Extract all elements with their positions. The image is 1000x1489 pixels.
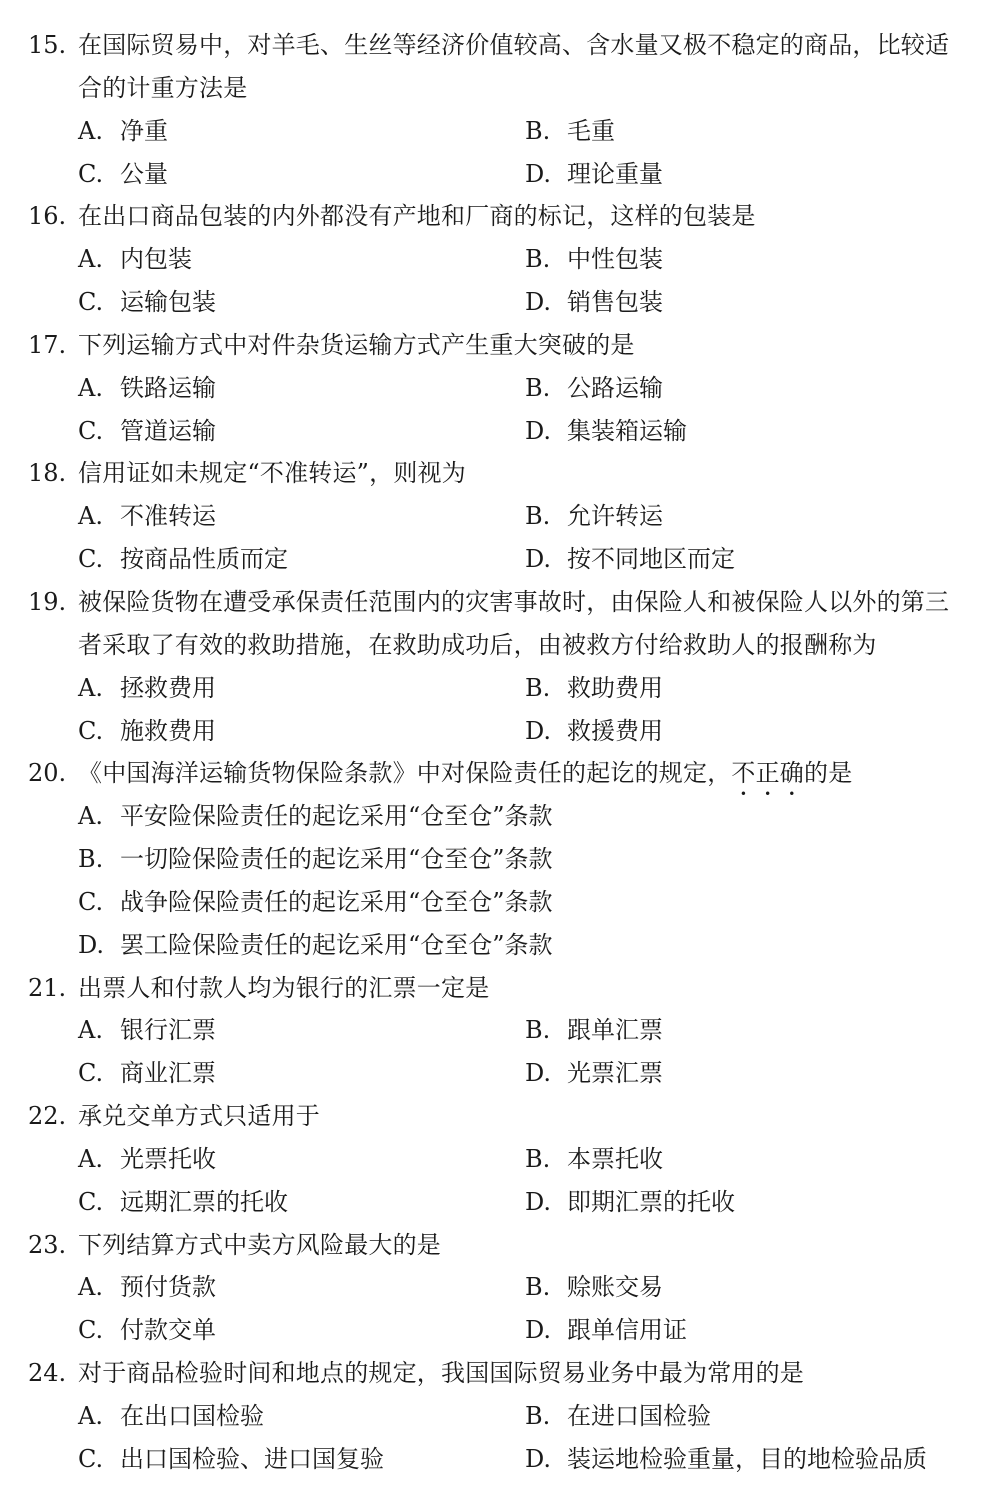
stem-text: 被保险货物在遭受承保责任范围内的灾害事故时，由保险人和被保险人以外的第三 — [78, 587, 950, 616]
option-c — [78, 1052, 216, 1095]
option-row — [0, 1052, 1000, 1095]
option-a — [78, 1009, 216, 1052]
option-letter: C. — [78, 288, 104, 317]
option-letter: B. — [525, 1273, 551, 1302]
question-stem-line — [0, 1352, 1000, 1395]
question-number: 22. — [28, 1102, 67, 1131]
stem-text: 出票人和付款人均为银行的汇票一定是 — [78, 973, 490, 1002]
option-letter: A. — [78, 245, 103, 274]
option-a — [78, 495, 216, 538]
question-stem-line — [0, 67, 1000, 110]
option-text: 跟单信用证 — [567, 1316, 687, 1345]
option-row — [0, 710, 1000, 753]
option-text: 救助费用 — [567, 673, 663, 702]
stem-tail: 的是 — [804, 759, 853, 788]
option-text: 净重 — [120, 116, 168, 145]
option-text: 公量 — [120, 159, 168, 188]
question-stem-line — [0, 967, 1000, 1010]
option-row — [0, 1138, 1000, 1181]
question-number: 20. — [28, 759, 67, 788]
question-stem-line — [0, 581, 1000, 624]
option-c — [78, 538, 288, 581]
option-a — [78, 367, 216, 410]
option-letter: B. — [525, 1402, 551, 1430]
option-c — [78, 153, 168, 196]
option-b — [525, 367, 663, 410]
option-row — [0, 667, 1000, 710]
option-text: 不准转运 — [120, 502, 216, 531]
option-text: 装运地检验重量，目的地检验品质 — [567, 1444, 927, 1473]
option-text: 光票托收 — [120, 1144, 216, 1173]
question-number: 15. — [28, 31, 67, 59]
option-row — [0, 1395, 1000, 1438]
option-text: 运输包装 — [120, 288, 216, 317]
option-letter: D. — [525, 416, 552, 445]
question-stem-line — [0, 1224, 1000, 1267]
option-text: 公路运输 — [567, 373, 663, 402]
option-d — [525, 1181, 735, 1224]
option-letter: B. — [525, 245, 551, 274]
option-text: 拯救费用 — [120, 673, 216, 702]
stem-text: 下列运输方式中对件杂货运输方式产生重大突破的是 — [78, 330, 635, 359]
stem-text: 信用证如未规定“不准转运”，则视为 — [78, 459, 466, 488]
option-c — [78, 1309, 216, 1352]
option-b — [525, 667, 663, 710]
option-b — [525, 1266, 663, 1309]
option-letter: D. — [78, 930, 105, 959]
option-text: 预付货款 — [120, 1273, 216, 1302]
stem-text: 在国际贸易中，对羊毛、生丝等经济价值较高、含水量又极不稳定的商品，比较适 — [78, 31, 950, 59]
option-letter: C. — [78, 887, 104, 916]
question-stem — [78, 324, 635, 367]
option-letter: D. — [525, 159, 552, 188]
option-row — [0, 153, 1000, 196]
option-b — [525, 495, 663, 538]
question-stem — [78, 1224, 441, 1267]
option-a — [78, 1138, 216, 1181]
exam-page — [0, 24, 1000, 1481]
option-letter: C. — [78, 716, 104, 745]
option-text: 即期汇票的托收 — [567, 1187, 735, 1216]
option-letter: B. — [525, 1016, 551, 1045]
stem-text: 《中国海洋运输货物保险条款》中对保险责任的起讫的规定， — [78, 759, 732, 788]
option-text: 远期汇票的托收 — [120, 1187, 288, 1216]
option-d — [525, 1052, 663, 1095]
option-letter: C. — [78, 1444, 104, 1473]
question-stem — [78, 195, 756, 238]
option-d — [525, 1438, 927, 1481]
option-letter: C. — [78, 1059, 104, 1088]
option-letter: C. — [78, 416, 104, 445]
option-letter: D. — [525, 545, 552, 574]
option-text: 跟单汇票 — [567, 1016, 663, 1045]
question-number: 19. — [28, 587, 67, 616]
option-text: 赊账交易 — [567, 1273, 663, 1302]
option-c — [78, 1181, 288, 1224]
question-number: 21. — [28, 973, 67, 1002]
option-row — [0, 838, 1000, 881]
question-stem — [78, 24, 949, 67]
option-c — [78, 1438, 384, 1481]
question-number: 17. — [28, 330, 67, 359]
option-text: 在进口国检验 — [567, 1402, 711, 1430]
option-letter: C. — [78, 1187, 104, 1216]
option-b — [525, 110, 615, 153]
option-letter: A. — [78, 116, 103, 145]
option-row — [0, 238, 1000, 281]
question-stem — [78, 967, 489, 1010]
option-letter: D. — [525, 1187, 552, 1216]
option-text: 战争险保险责任的起讫采用“仓至仓”条款 — [120, 887, 553, 916]
option-row — [0, 495, 1000, 538]
option-row — [0, 1309, 1000, 1352]
question-stem-line — [0, 752, 1000, 795]
option-text: 中性包装 — [567, 245, 663, 274]
option-b — [525, 1138, 663, 1181]
stem-text: 合的计重方法是 — [78, 73, 248, 102]
stem-text: 承兑交单方式只适用于 — [78, 1102, 320, 1131]
option-letter: C. — [78, 545, 104, 574]
option-b — [525, 1009, 663, 1052]
option-text: 管道运输 — [120, 416, 216, 445]
option-letter: C. — [78, 1316, 104, 1345]
option-d — [525, 710, 663, 753]
option-row — [0, 281, 1000, 324]
option-letter: B. — [525, 502, 551, 531]
option-text: 平安险保险责任的起讫采用“仓至仓”条款 — [120, 802, 553, 831]
option-b — [525, 1395, 711, 1438]
option-letter: D. — [525, 288, 552, 317]
option-text: 付款交单 — [120, 1316, 216, 1345]
question-stem-line — [0, 195, 1000, 238]
question-stem-line — [0, 452, 1000, 495]
option-d — [525, 1309, 687, 1352]
option-c — [78, 881, 553, 924]
stem-text: 下列结算方式中卖方风险最大的是 — [78, 1230, 441, 1259]
option-b — [78, 838, 553, 881]
option-letter: C. — [78, 159, 104, 188]
option-b — [525, 238, 663, 281]
question-stem — [78, 581, 949, 624]
question-stem — [78, 67, 247, 110]
option-text: 银行汇票 — [120, 1016, 216, 1045]
option-row — [0, 795, 1000, 838]
option-letter: A. — [78, 373, 103, 402]
option-letter: D. — [525, 1059, 552, 1088]
option-a — [78, 110, 168, 153]
question-stem — [78, 1095, 320, 1138]
option-row — [0, 881, 1000, 924]
option-text: 在出口国检验 — [120, 1402, 264, 1430]
option-letter: A. — [78, 1016, 103, 1045]
option-row — [0, 110, 1000, 153]
stem-text: 者采取了有效的救助措施，在救助成功后，由被救方付给救助人的报酬称为 — [78, 630, 877, 659]
option-letter: D. — [525, 1316, 552, 1345]
question-stem — [78, 452, 466, 495]
question-number: 24. — [28, 1359, 67, 1388]
question-stem-line — [0, 24, 1000, 67]
option-row — [0, 410, 1000, 453]
option-d — [525, 153, 663, 196]
question-stem — [78, 1352, 804, 1395]
question-number: 18. — [28, 459, 67, 488]
option-letter: A. — [78, 1144, 103, 1173]
option-letter: A. — [78, 1273, 103, 1302]
option-d — [525, 538, 735, 581]
option-row — [0, 367, 1000, 410]
option-text: 内包装 — [120, 245, 192, 274]
question-stem-line — [0, 624, 1000, 667]
stem-emphasis: 不正确 — [731, 759, 805, 788]
option-c — [78, 410, 216, 453]
option-letter: A. — [78, 1402, 103, 1430]
question-number: 16. — [28, 202, 67, 231]
option-text: 一切险保险责任的起讫采用“仓至仓”条款 — [120, 845, 553, 874]
option-text: 理论重量 — [567, 159, 663, 188]
option-text: 本票托收 — [567, 1144, 663, 1173]
option-text: 允许转运 — [567, 502, 663, 531]
option-a — [78, 795, 553, 838]
stem-text: 在出口商品包装的内外都没有产地和厂商的标记，这样的包装是 — [78, 202, 756, 231]
option-letter: B. — [525, 373, 551, 402]
option-text: 销售包装 — [567, 288, 663, 317]
option-text: 商业汇票 — [120, 1059, 216, 1088]
option-letter: B. — [525, 673, 551, 702]
option-row — [0, 1266, 1000, 1309]
option-letter: D. — [525, 1444, 552, 1473]
option-letter: A. — [78, 673, 103, 702]
question-stem-line — [0, 1095, 1000, 1138]
option-a — [78, 667, 216, 710]
option-text: 救援费用 — [567, 716, 663, 745]
option-text: 罢工险保险责任的起讫采用“仓至仓”条款 — [120, 930, 553, 959]
option-a — [78, 1395, 264, 1438]
option-row — [0, 1009, 1000, 1052]
option-text: 按不同地区而定 — [567, 545, 735, 574]
option-text: 铁路运输 — [120, 373, 216, 402]
option-letter: B. — [525, 116, 551, 145]
question-number: 23. — [28, 1230, 67, 1259]
question-stem — [78, 624, 877, 667]
option-a — [78, 1266, 216, 1309]
stem-text: 对于商品检验时间和地点的规定，我国国际贸易业务中最为常用的是 — [78, 1359, 804, 1388]
option-text: 施救费用 — [120, 716, 216, 745]
option-row — [0, 924, 1000, 967]
option-letter: A. — [78, 802, 103, 831]
option-text: 按商品性质而定 — [120, 545, 288, 574]
option-text: 光票汇票 — [567, 1059, 663, 1088]
option-letter: B. — [78, 845, 104, 874]
question-stem — [78, 752, 852, 801]
option-d — [525, 410, 687, 453]
option-row — [0, 1438, 1000, 1481]
option-letter: A. — [78, 502, 103, 531]
option-a — [78, 238, 192, 281]
option-text: 集装箱运输 — [567, 416, 687, 445]
option-row — [0, 1181, 1000, 1224]
option-c — [78, 281, 216, 324]
option-text: 出口国检验、进口国复验 — [120, 1444, 384, 1473]
option-text: 毛重 — [567, 116, 615, 145]
option-letter: B. — [525, 1144, 551, 1173]
question-stem-line — [0, 324, 1000, 367]
option-row — [0, 538, 1000, 581]
option-c — [78, 710, 216, 753]
option-d — [78, 924, 553, 967]
option-letter: D. — [525, 716, 552, 745]
option-d — [525, 281, 663, 324]
